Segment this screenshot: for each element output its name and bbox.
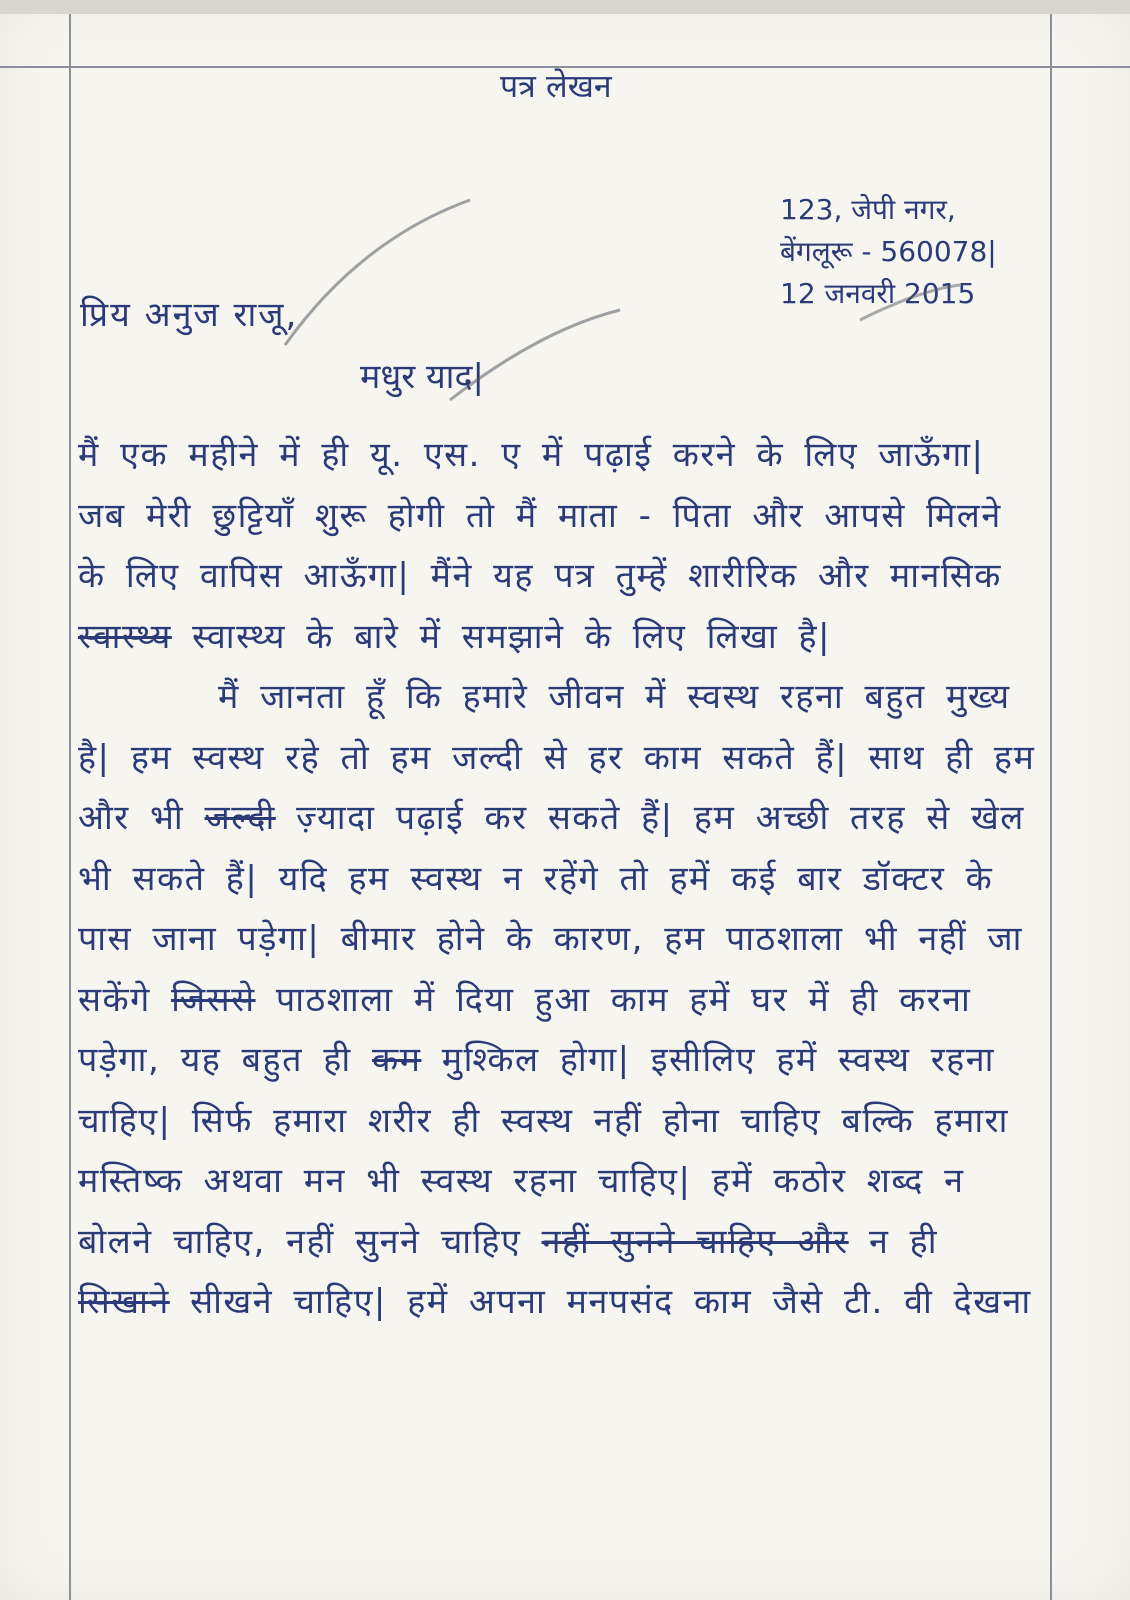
- struck-word-3: कम: [371, 1040, 422, 1080]
- paragraph-2-text-1: मैं जानता हूँ कि हमारे जीवन में स्वस्थ रहना बहुत मुख्य है| हम स्वस्थ रहे तो हम जल्दी से हर काम सकते हैं| साथ ही हम और भी: [78, 677, 1036, 838]
- address-line-1: 123, जेपी नगर,: [780, 193, 956, 226]
- page-title: पत्र लेखन: [500, 67, 612, 105]
- struck-phrase-4: नहीं सुनने चाहिए और: [541, 1221, 849, 1262]
- page-top-edge: [0, 0, 1130, 14]
- paragraph-1: [78, 425, 1038, 667]
- paragraph-1-text: मैं एक महीने में ही यू. एस. ए में पढ़ाई करने के लिए जाऊँगा| जब मेरी छुट्टियाँ शुरू होगी तो मैं माता - पिता और आपसे मिलने के लिए वापिस आऊँगा| मैंने यह पत्र तुम्हें शारीरिक और मानसिक: [78, 435, 1002, 596]
- left-margin-line: [69, 14, 71, 1600]
- letter-date: 12 जनवरी 2015: [780, 277, 976, 310]
- paragraph-2-text-2: ज़्यादा पढ़ाई कर सकते हैं| हम अच्छी तरह से खेल भी सकते हैं| यदि हम स्वस्थ न रहेंगे तो हमें कई बार डॉक्टर के पास जाना पड़ेगा| बीमार होने के कारण, हम पाठशाला भी नहीं जा सकेंगे: [78, 798, 1025, 1020]
- paragraph-2: [78, 667, 1038, 1333]
- paragraph-2-text-4: मुश्किल होगा| इसीलिए हमें स्वस्थ रहना चाहिए| सिर्फ हमारा शरीर ही स्वस्थ नहीं होना चाहिए बल्कि हमारा मस्तिष्क अथवा मन भी स्वस्थ रहना चाहिए| हमें कठोर शब्द न बोलने चाहिए, नहीं सुनने चाहिए: [78, 1040, 1009, 1262]
- paragraph-2-text-5: न ही: [869, 1221, 939, 1262]
- paragraph-2-text-6: सीखने चाहिए| हमें अपना मनपसंद काम जैसे टी. वी देखना: [190, 1282, 1032, 1322]
- address-line-2: बेंगलूरू - 560078|: [780, 235, 997, 268]
- letter-body: [78, 425, 1038, 1333]
- right-margin-line: [1050, 14, 1052, 1600]
- struck-word-1: जल्दी: [204, 798, 276, 838]
- salutation: प्रिय अनुज राजू,: [80, 295, 299, 335]
- struck-word-5: सिखाने: [78, 1282, 170, 1322]
- struck-word-2: जिससे: [171, 979, 256, 1020]
- paragraph-2-text-3: पाठशाला में दिया हुआ काम हमें घर में ही करना पड़ेगा, यह बहुत ही: [78, 979, 972, 1080]
- greeting: मधुर याद|: [360, 357, 484, 397]
- paragraph-1-text-cont: स्वास्थ्य के बारे में समझाने के लिए लिखा है|: [192, 616, 831, 657]
- struck-word: स्वास्थ्य: [78, 616, 172, 657]
